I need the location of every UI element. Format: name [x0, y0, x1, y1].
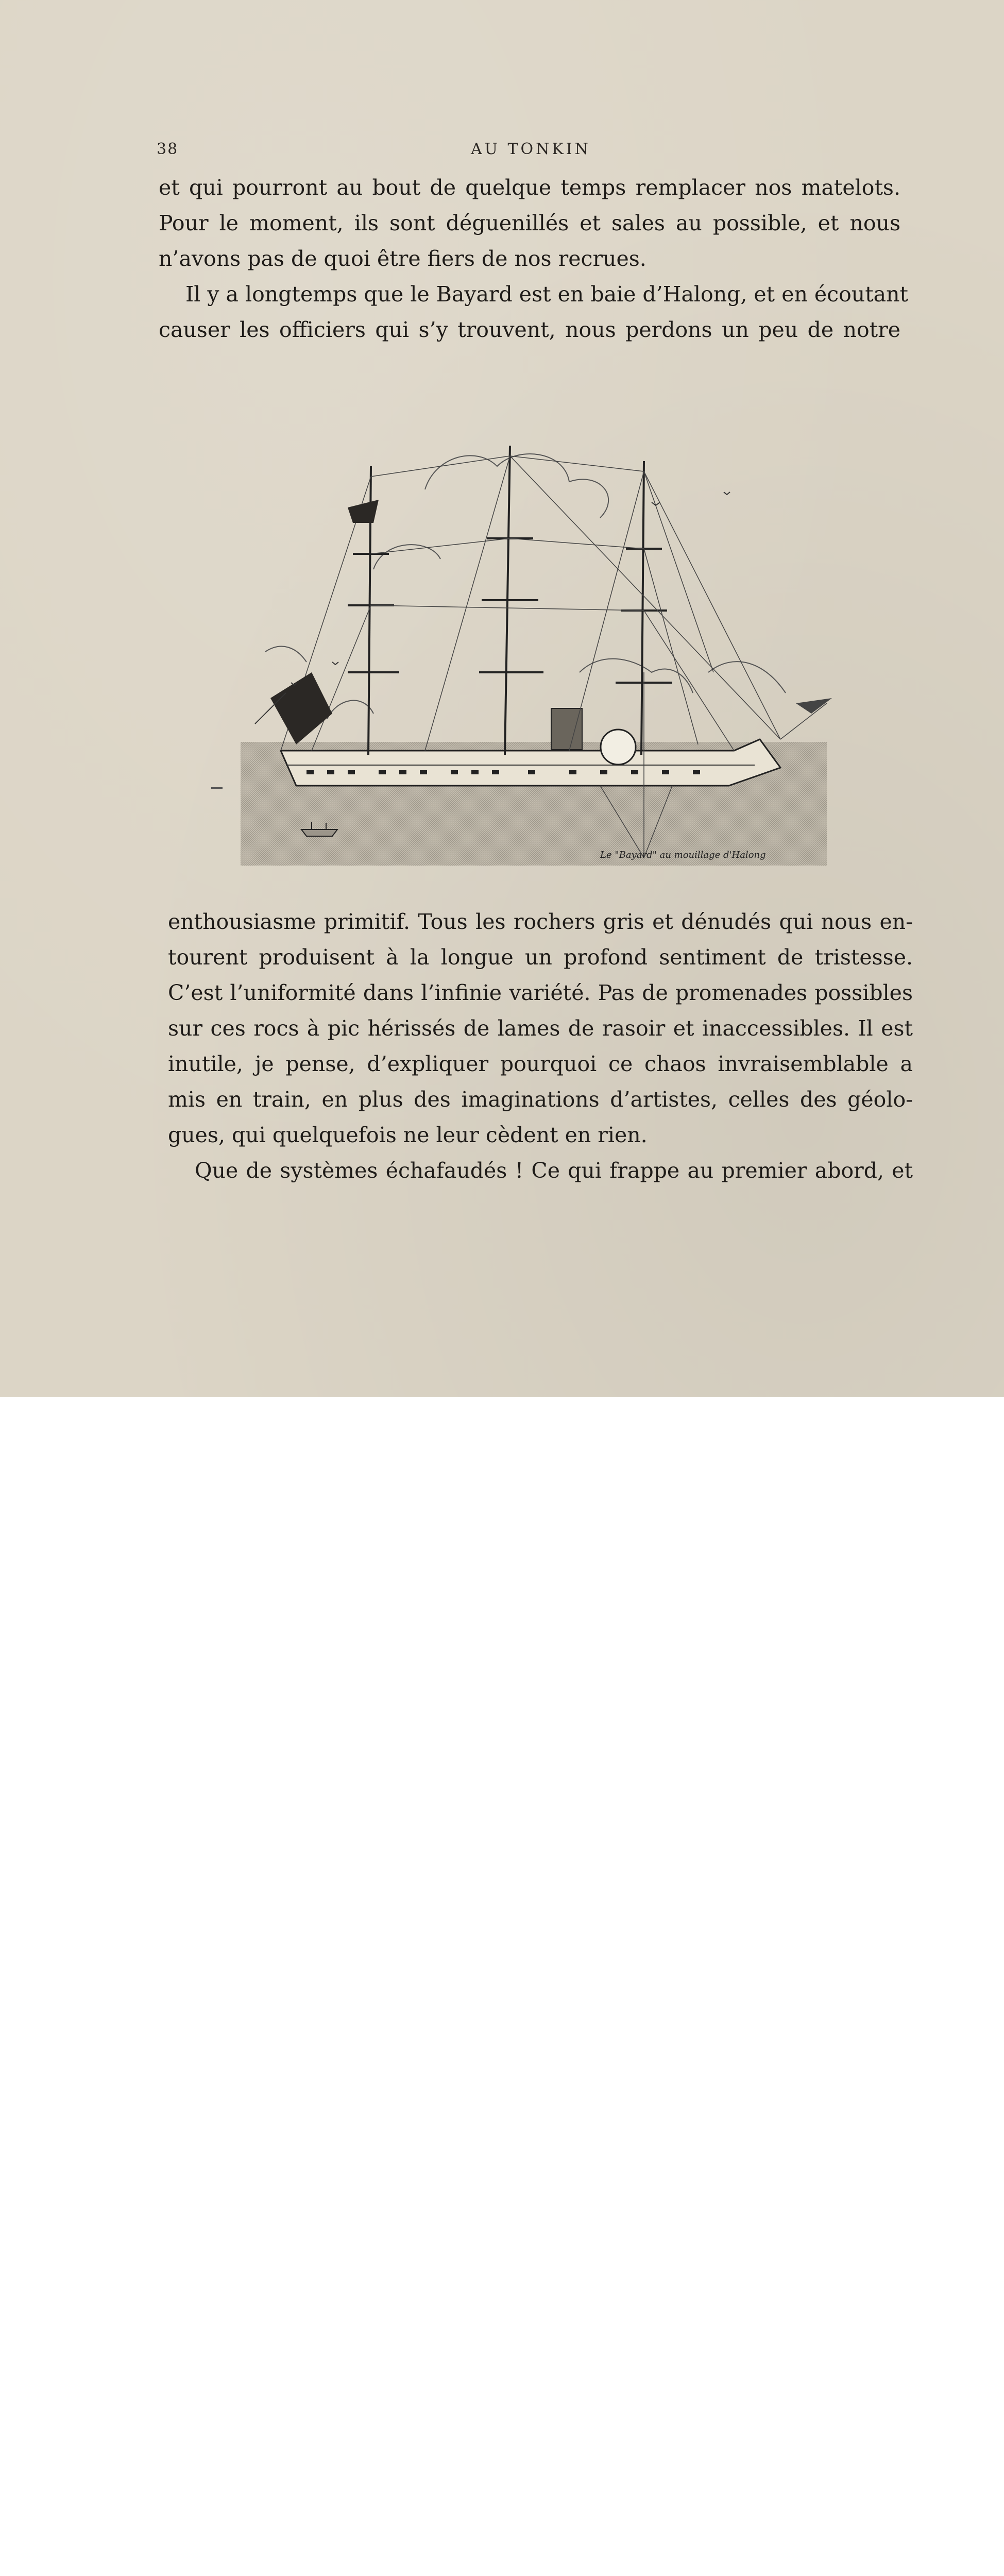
text-line: gues, qui quelquefois ne leur cèdent en rien.: [168, 1123, 648, 1147]
text-line: inutile, je pense, d’expliquer pourquoi ce chaos invraisemblable a: [168, 1052, 913, 1076]
text-line: et qui pourront au bout de quelque temps remplacer nos matelots.: [159, 175, 900, 200]
text-line: Que de systèmes échafaudés ! Ce qui frappe au premier abord, et: [195, 1158, 913, 1183]
text-line: sur ces rocs à pic hérissés de lames de rasoir et inaccessibles. Il est: [168, 1016, 913, 1041]
ship-masts: [348, 446, 672, 755]
text-line: C’est l’uniformité dans l’infinie variété. Pas de promenades possibles: [168, 980, 913, 1005]
text-line: causer les officiers qui s’y trouvent, nous perdons un peu de notre: [159, 317, 900, 342]
background-rocks: [265, 454, 786, 719]
running-head: [157, 140, 896, 161]
ship-sketch-svg: [209, 384, 835, 868]
text-line: n’avons pas de quoi être fiers de nos recrues.: [159, 246, 646, 271]
ship-flags: [255, 500, 832, 744]
running-title: AU TONKIN: [471, 140, 591, 158]
text-line: mis en train, en plus des imaginations d’artistes, celles des géolo-: [168, 1087, 913, 1112]
illustration-caption: Le "Bayard" au mouillage d'Halong: [600, 850, 766, 860]
margin-mark: [211, 787, 223, 789]
text-line: tourent produisent à la longue un profond sentiment de tristesse.: [168, 945, 913, 970]
text-block-bottom: [168, 904, 913, 1189]
ship-illustration: [209, 384, 835, 868]
text-block-top: [159, 170, 909, 348]
page-number: 38: [157, 140, 179, 158]
text-line: enthousiasme primitif. Tous les rochers gris et dénudés qui nous en-: [168, 909, 913, 934]
text-line: Pour le moment, ils sont déguenillés et sales au possible, et nous: [159, 211, 900, 235]
text-line: Il y a longtemps que le Bayard est en baie d’Halong, et en écoutant: [185, 282, 909, 307]
scan-label-area: [0, 1397, 1004, 1539]
